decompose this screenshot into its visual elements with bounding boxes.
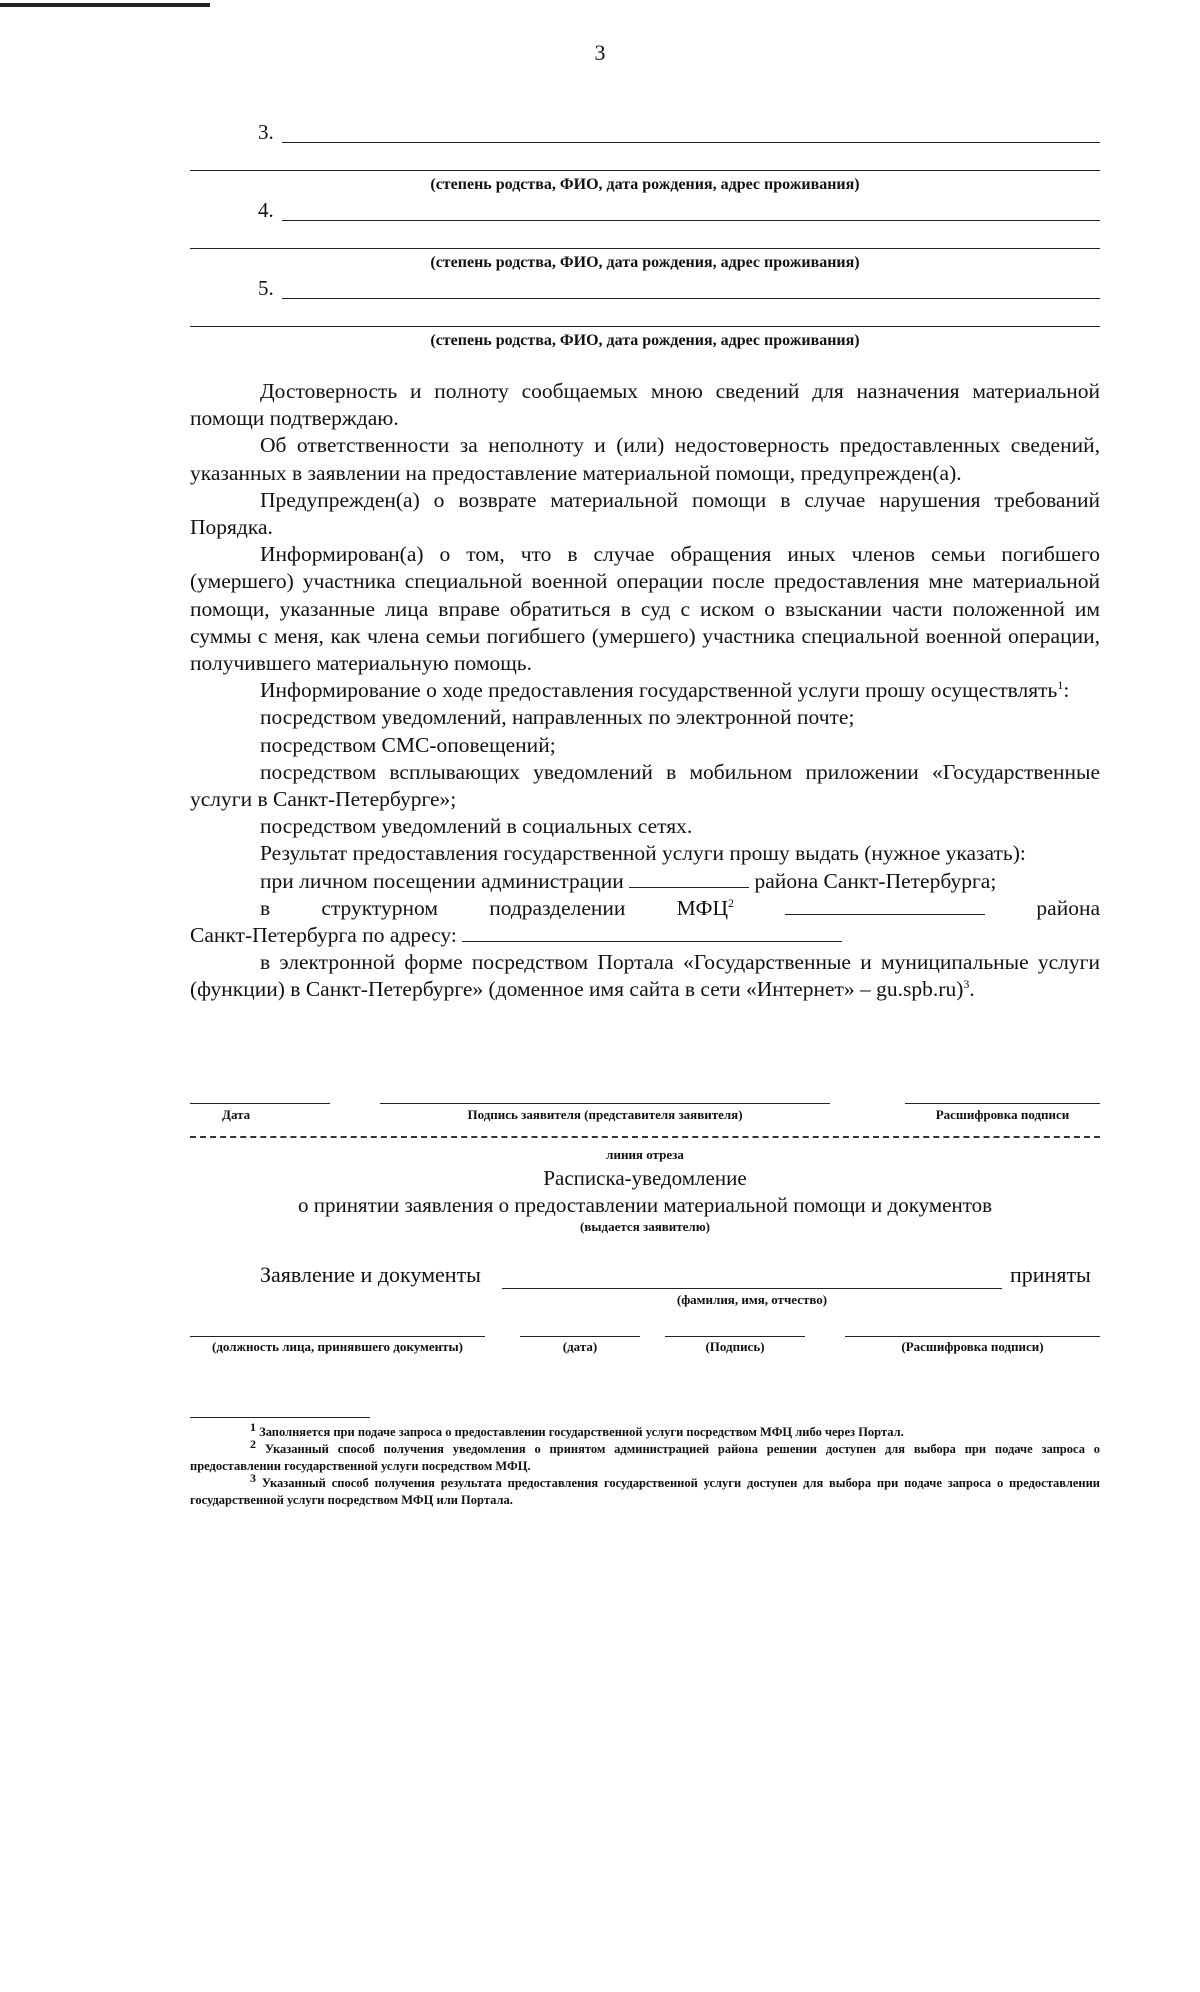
date-label: Дата <box>222 1107 251 1122</box>
decoding-signature-line <box>905 1103 1100 1104</box>
accepted-label: Заявление и документы <box>260 1262 481 1287</box>
date-signature-line <box>190 1103 330 1104</box>
paragraph-notification-request: Информирование о ходе предоставления государственной услуги прошу осуществлять$^1$: <box>260 678 1070 703</box>
paragraph-responsibility: Об ответственности за неполноту и (или) недостоверность предоставленных сведений, указанных в заявлении на предоставление материальной помощи, предупрежден(а). <box>190 433 1100 485</box>
member-number: 3. <box>258 120 274 144</box>
result-option-administration: при личном посещении администрации района Санкт-Петербурга; <box>260 868 997 893</box>
page-number: 3 <box>594 40 606 65</box>
member-fill-line <box>190 170 1100 171</box>
address-blank <box>462 923 842 942</box>
result-option-mfc-address: Санкт-Петербурга по адресу: <box>190 922 1100 949</box>
top-edge-mark <box>0 3 210 7</box>
paragraph-return-warning: Предупрежден(а) о возврате материальной помощи в случае нарушения требований Порядка. <box>190 487 1100 540</box>
receipt-title: Расписка-уведомление <box>543 1166 747 1190</box>
accepted-word: приняты <box>1010 1262 1091 1287</box>
option-social: посредством уведомлений в социальных сетях. <box>260 814 693 839</box>
district-blank <box>629 869 749 888</box>
footnote-ref: 3 <box>963 977 970 992</box>
member-fill-line <box>282 220 1100 221</box>
cut-line-label: линия отреза <box>606 1147 684 1162</box>
footnote-3: $^3$ Указанный способ получения результата предоставления государственной услуги доступен для выбора при подаче запроса о предоставлении государственной услуги посредством МФЦ или Портала. <box>190 1470 1101 1507</box>
member-number: 5. <box>258 276 274 300</box>
footnote-ref: 1 <box>1057 678 1064 693</box>
applicant-signature-line <box>380 1103 830 1104</box>
position-caption: (должность лица, принявшего документы) <box>211 1339 464 1354</box>
paragraph-accuracy: Достоверность и полноту сообщаемых мною сведений для назначения материальной помощи подтверждаю. <box>190 379 1100 431</box>
option-sms: посредством СМС-оповещений; <box>260 732 556 757</box>
fio-caption: (фамилия, имя, отчество) <box>676 1292 828 1307</box>
receipt-date-line <box>520 1336 640 1337</box>
member-caption: (степень родства, ФИО, дата рождения, адрес проживания) <box>430 254 860 271</box>
member-fill-line <box>190 248 1100 249</box>
position-line <box>190 1336 485 1337</box>
footnotes <box>190 1419 1101 1509</box>
decoding-label: Расшифровка подписи <box>935 1107 1070 1122</box>
receipt-date-caption: (дата) <box>562 1339 598 1354</box>
receipt-subtitle: о принятии заявления о предоставлении материальной помощи и документов <box>297 1193 993 1217</box>
receipt-sign-caption: (Подпись) <box>705 1339 765 1354</box>
member-fill-line <box>282 298 1100 299</box>
paragraph-result-request: Результат предоставления государственной услуги прошу выдать (нужное указать): <box>260 841 1026 866</box>
applicant-signature-label: Подпись заявителя (представителя заявителя) <box>467 1107 743 1122</box>
footnote-1: $^1$ Заполняется при подаче запроса о предоставлении государственной услуги посредством МФЦ либо через Портал. <box>250 1419 904 1439</box>
paragraph-informed: Информирован(а) о том, что в случае обращения иных членов семьи погибшего (умершего) участника специальной военной операции после предоставления мне материальной помощи, указанные лица вправе обратиться в суд с иском о взыскании части положенной им суммы с меня, как члена семьи погибшего (умершего) участника специальной военной операции, получившего материальную помощь. <box>190 542 1100 676</box>
member-caption: (степень родства, ФИО, дата рождения, адрес проживания) <box>430 176 860 193</box>
footnote-separator <box>190 1417 370 1418</box>
cut-line <box>190 1136 1100 1138</box>
result-option-portal: в электронной форме посредством Портала «Государственные и муниципальные услуги (функции) в Санкт-Петербурге» (доменное имя сайта в сети «Интернет» – gu.spb.ru)$^3$. <box>190 950 1100 1002</box>
option-mobile-app: посредством всплывающих уведомлений в мобильном приложении «Государственные услуги в Санкт-Петербурге»; <box>190 759 1100 812</box>
receipt-decoding-line <box>845 1336 1100 1337</box>
member-number: 4. <box>258 198 274 222</box>
member-fill-line <box>190 326 1100 327</box>
fio-line <box>502 1288 1002 1289</box>
result-option-mfc: в структурном подразделении МФЦ$^2$ района <box>260 895 1101 920</box>
receipt-decoding-caption: (Расшифровка подписи) <box>901 1339 1044 1354</box>
member-fill-line <box>282 142 1100 143</box>
member-caption: (степень родства, ФИО, дата рождения, адрес проживания) <box>430 332 860 349</box>
footnote-2: $^2$ Указанный способ получения уведомления о принятом администрацией района решении доступен для выбора при подаче запроса о предоставлении государственной услуги посредством МФЦ. <box>190 1436 1101 1473</box>
statement-body <box>190 378 1100 1004</box>
district-blank <box>785 896 985 915</box>
receipt-issued-note: (выдается заявителю) <box>580 1219 710 1234</box>
footnote-ref: 2 <box>728 895 734 910</box>
receipt-sign-line <box>665 1336 805 1337</box>
option-email: посредством уведомлений, направленных по электронной почте; <box>260 705 855 730</box>
